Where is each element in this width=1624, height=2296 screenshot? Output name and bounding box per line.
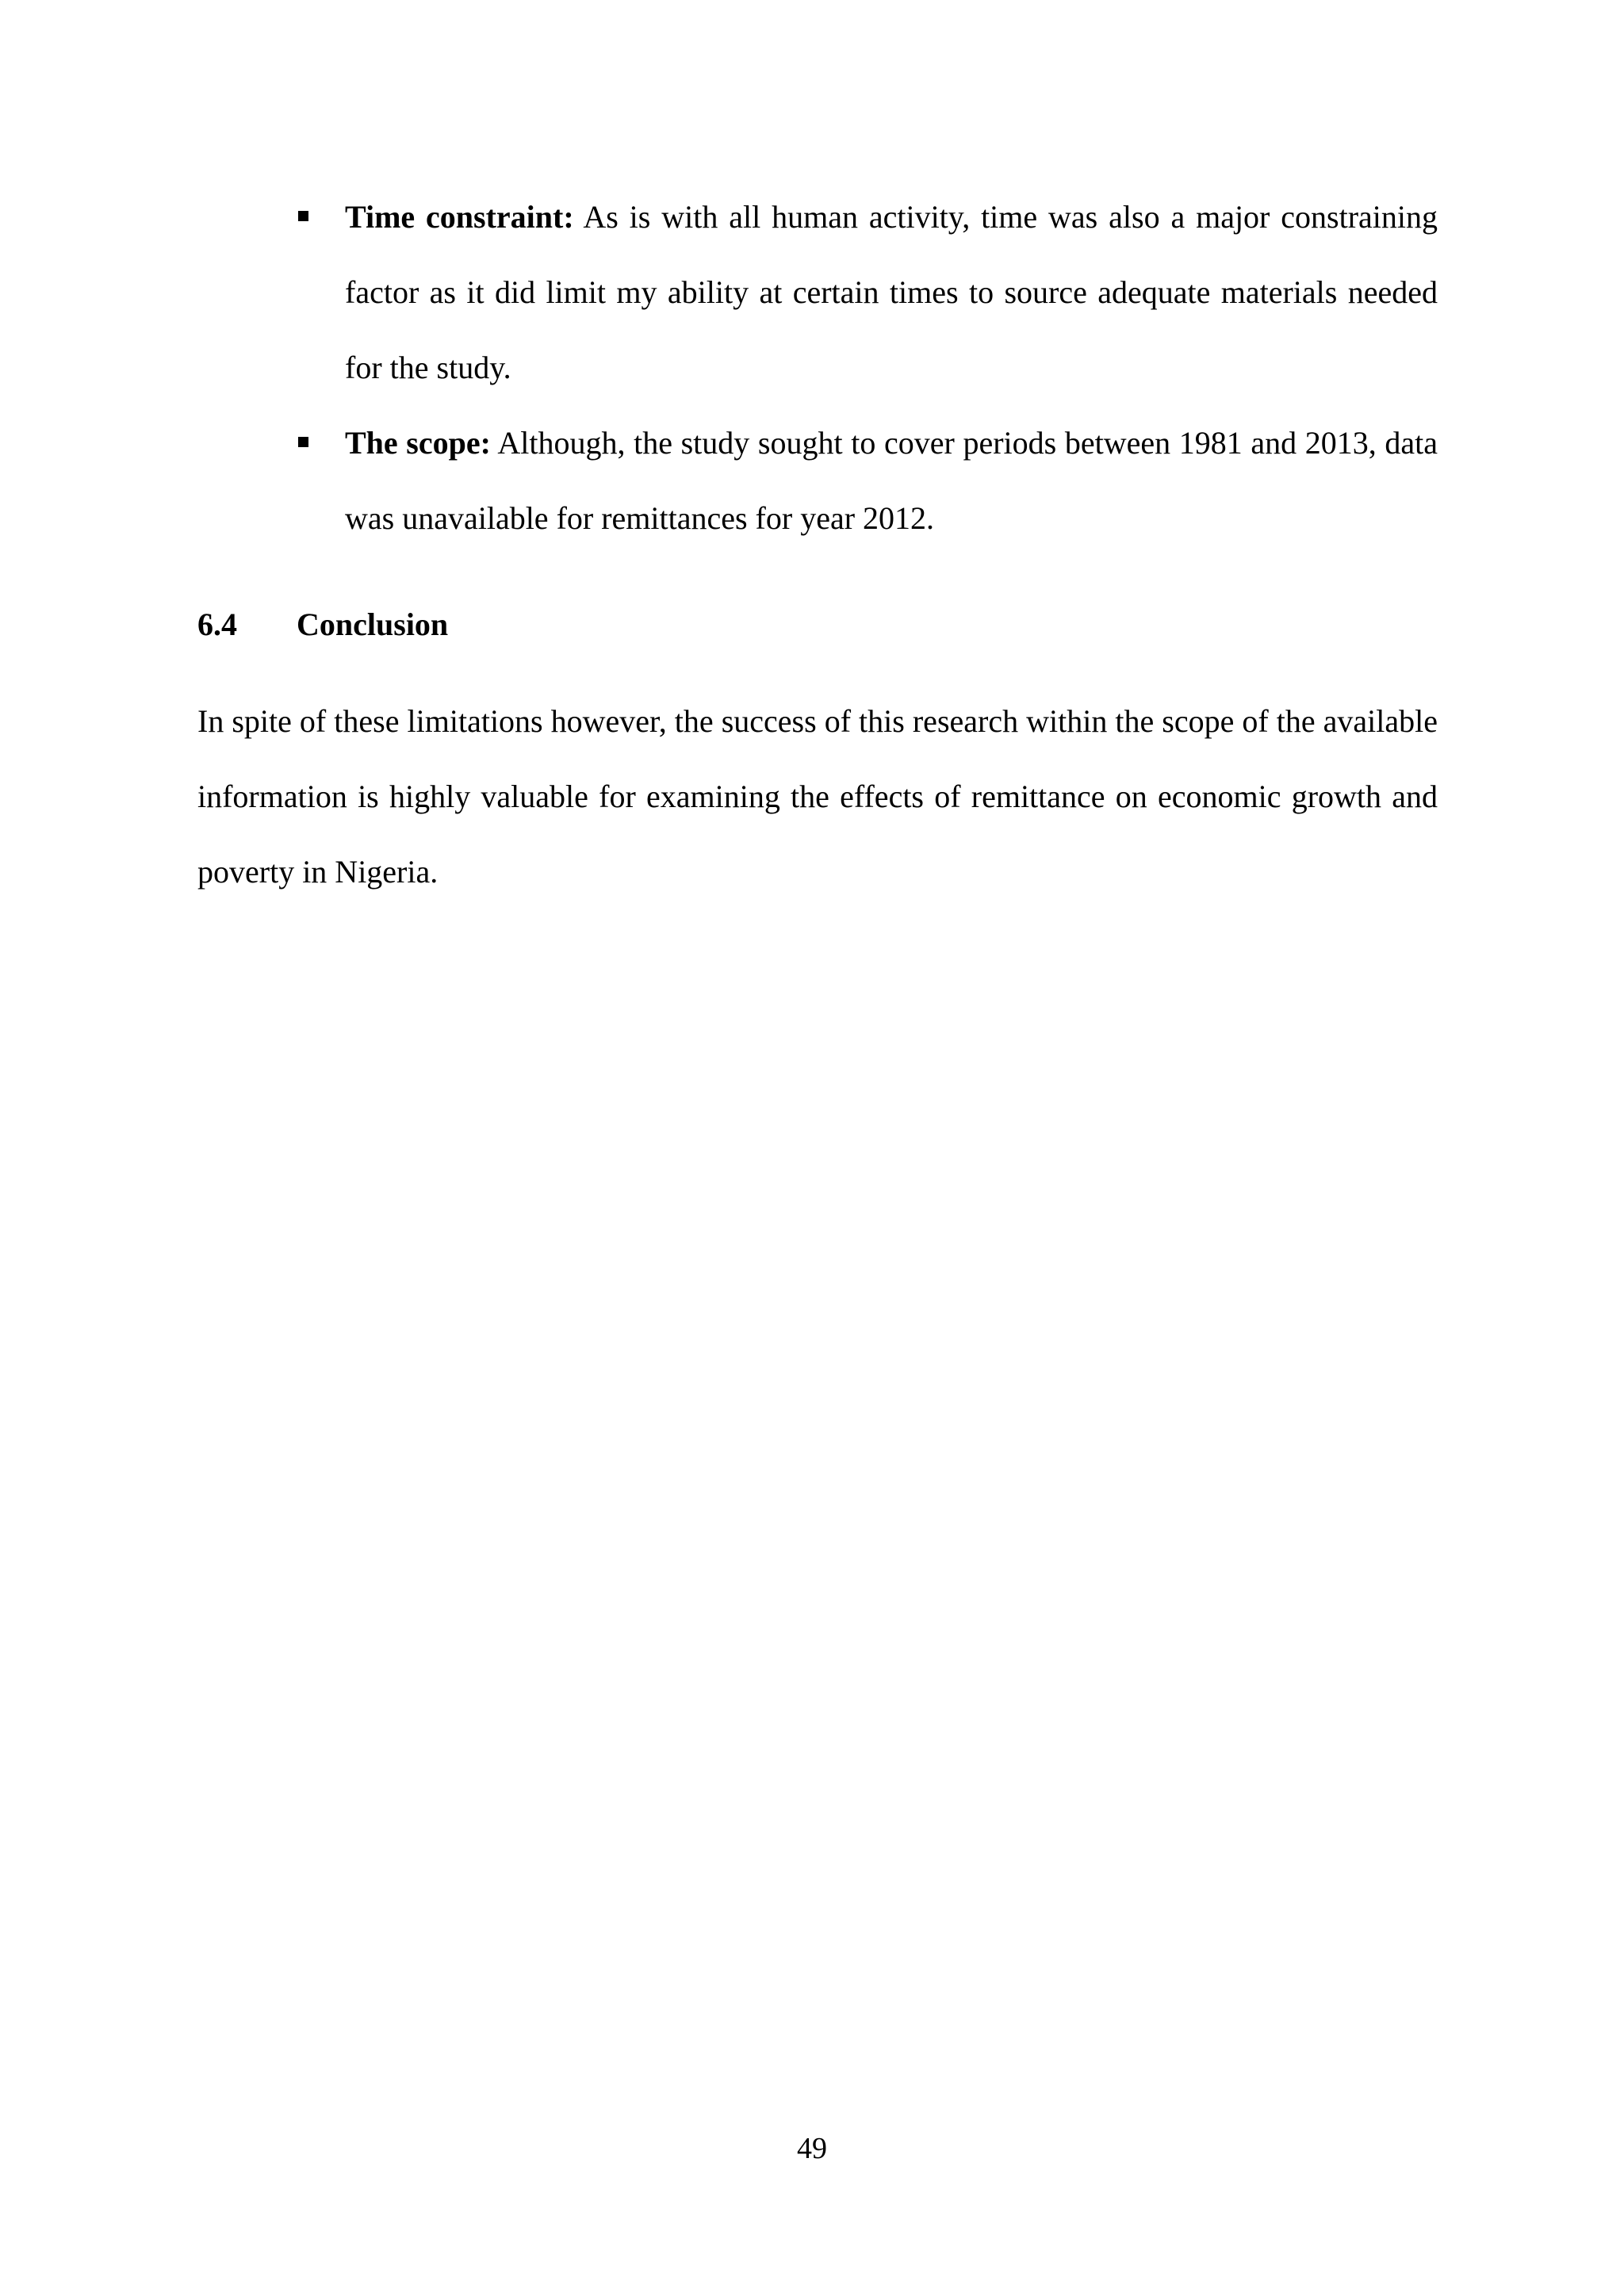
page-number: 49: [797, 2132, 827, 2165]
limitation-text: Although, the study sought to cover periods between 1981 and 2013, data was unavailable for remittances for year 2012.: [345, 425, 1438, 536]
limitation-item-time-constraint: [345, 179, 1438, 405]
section-title: Conclusion: [297, 607, 449, 642]
conclusion-paragraph: In spite of these limitations however, the success of this research within the scope of the available information is highly valuable for examining the effects of remittance on economic growth and poverty in Nigeria.: [197, 703, 1438, 890]
limitation-text: As is with all human activity, time was also a major constraining factor as it did limit my ability at certain times to source adequate materials needed for the study.: [345, 199, 1438, 385]
section-heading: [197, 593, 448, 656]
section-number: 6.4: [197, 607, 237, 642]
square-bullet-icon: [298, 211, 308, 221]
limitation-term: The scope:: [345, 425, 491, 461]
square-bullet-icon: [298, 437, 308, 447]
limitation-item-scope: [345, 405, 1438, 556]
limitation-term: Time constraint:: [345, 199, 574, 235]
